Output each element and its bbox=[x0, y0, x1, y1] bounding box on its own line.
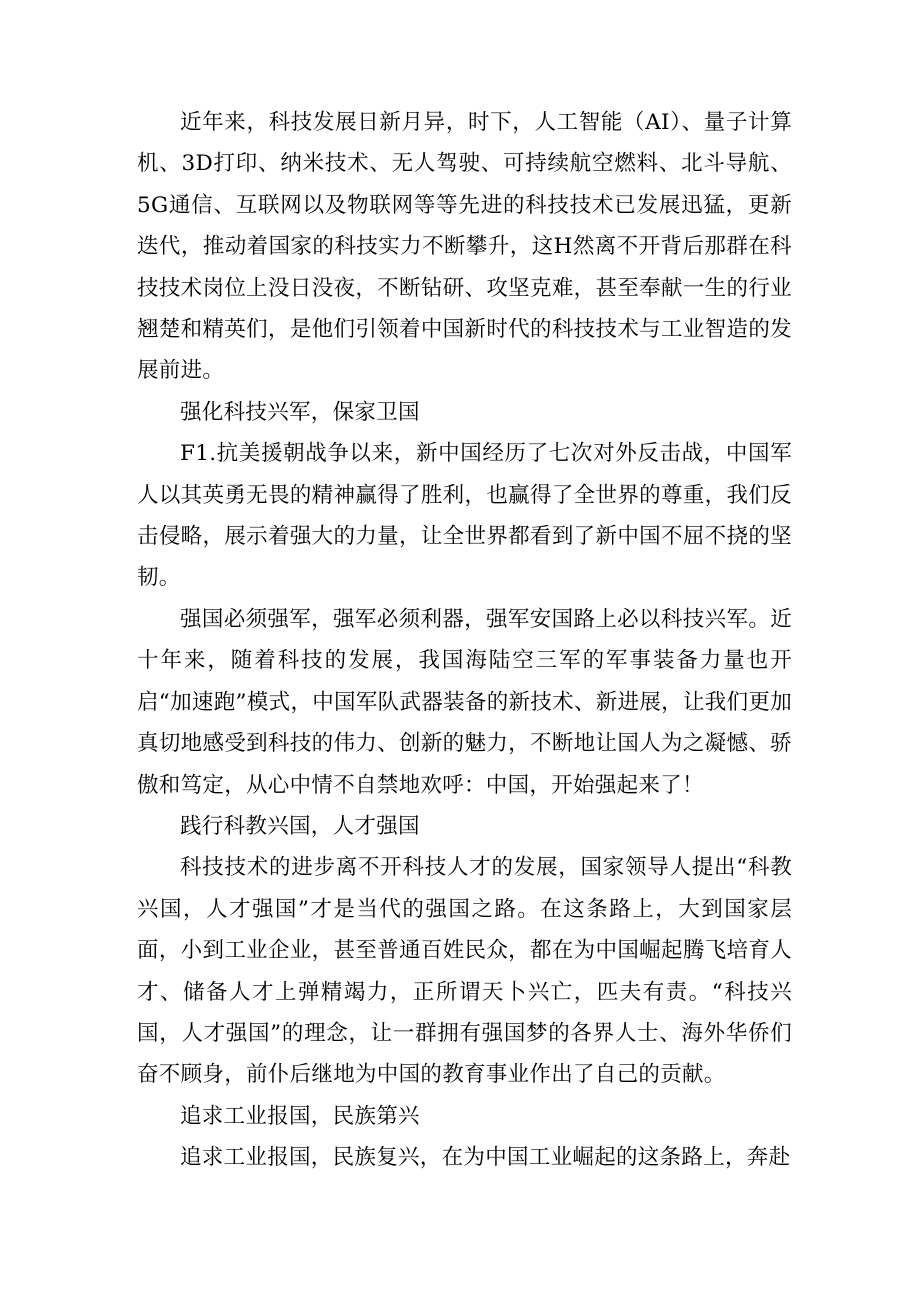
paragraph-education: 科技技术的进步离不开科技人才的发展，国家领导人提出“科教兴国，人才强国”才是当代的强国之路。在这条路上，大到国家层面，小到工业企业，甚至普通百姓民众，都在为中国崛起腾飞培育人才、储备人才上弹精竭力，正所谓天卜兴亡，匹夫有责。“科技兴国，人才强国”的理念，让一群拥有强国梦的各界人士、海外华侨们奋不顾身，前仆后继地为中国的教育事业作出了自己的贡献。 bbox=[137, 855, 792, 1088]
section-heading-industry: 追求工业报国，民族第兴 bbox=[180, 1103, 420, 1129]
document-body bbox=[137, 102, 792, 1179]
paragraph-military-history: F1.抗美援朝战争以来，新中国经历了七次对外反击战，中国军人以其英勇无畏的精神赢得了胜利，也赢得了全世界的尊重，我们反击侵略，展示着强大的力量，让全世界都看到了新中国不屈不挠的坚韧。 bbox=[137, 441, 792, 591]
section-heading-military: 强化科技兴军，保家卫国 bbox=[180, 399, 420, 425]
section-heading-education: 践行科教兴国，人才强国 bbox=[180, 813, 420, 839]
paragraph-industry: 追求工业报国，民族复兴，在为中国工业崛起的这条路上，奔赴 bbox=[180, 1145, 791, 1171]
paragraph-intro: 近年来，科技发展日新月异，时下，人工智能（AI）、量子计算机、3D打印、纳米技术、无人驾驶、可持续航空燃料、北斗导航、5G通信、互联网以及物联网等等先进的科技技术已发展迅猛，更新迭代，推动着国家的科技实力不断攀升，这H然离不开背后那群在科技技术岗位上没日没夜，不断钻研、攻坚克难，甚至奉献一生的行业翘楚和精英们，是他们引领着中国新时代的科技技术与工业智造的发展前进。 bbox=[137, 110, 792, 384]
paragraph-military-tech: 强国必须强军，强军必须利器，强军安国路上必以科技兴军。近十年来，随着科技的发展，我国海陆空三军的军事装备力量也开启“加速跑”模式，中国军队武器装备的新技术、新进展，让我们更加真切地感受到科技的伟力、创新的魅力，不断地让国人为之凝憾、骄傲和笃定，从心中情不自禁地欢呼：中国，开始强起来了！ bbox=[137, 606, 792, 798]
